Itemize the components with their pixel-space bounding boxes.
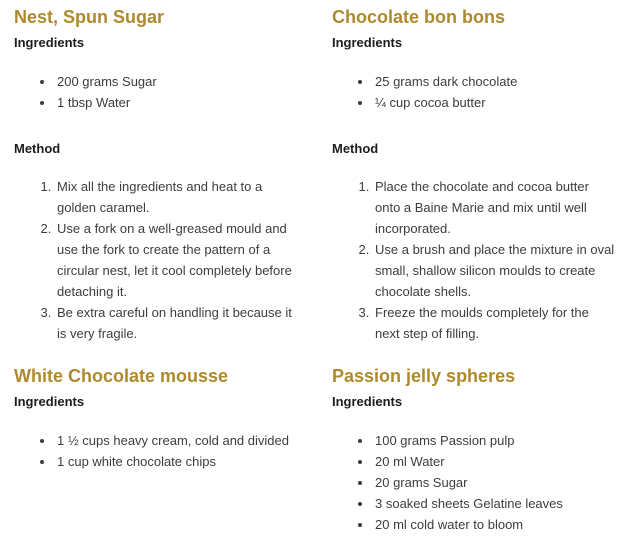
method-step: 3. Freeze the moulds completely for the next step of filling. [373,302,616,344]
ingredient-item: • 25 grams dark chocolate [373,71,616,92]
method-step: 1. Place the chocolate and cocoa butter onto a Baine Marie and mix until well incorporated. [373,176,616,239]
method-step: 1. Mix all the ingredients and heat to a golden caramel. [55,176,298,218]
method-step: 3. Be extra careful on handling it because it is very fragile. [55,302,298,344]
ingredient-item: • 1 tbsp Water [55,92,298,113]
recipe-section [332,365,616,535]
ingredients-list [14,430,298,472]
recipe-section [14,365,298,535]
ingredients-list [332,71,616,113]
ingredient-item: • 1 ½ cups heavy cream, cold and divided [55,430,298,451]
ingredients-list [14,71,298,113]
method-block [332,141,616,344]
method-step: 2. Use a fork on a well-greased mould and use the fork to create the pattern of a circular nest, let it cool completely before detaching it. [55,218,298,302]
method-list [14,176,298,344]
ingredients-heading: Ingredients [332,394,403,409]
ingredients-heading: Ingredients [14,35,85,50]
method-heading: Method [14,141,61,156]
ingredient-item: • 100 grams Passion pulp [373,430,616,451]
recipe-title: White Chocolate mousse [14,366,229,386]
ingredient-item: • 20 ml cold water to bloom [373,514,616,535]
recipe-title: Passion jelly spheres [332,366,516,386]
ingredient-item: • 3 soaked sheets Gelatine leaves [373,493,616,514]
ingredients-heading: Ingredients [14,394,85,409]
ingredient-item: • 20 ml Water [373,451,616,472]
recipe-section [332,6,616,344]
ingredient-item: • ¼ cup cocoa butter [373,92,616,113]
recipe-title: Nest, Spun Sugar [14,7,165,27]
recipe-title: Chocolate bon bons [332,7,505,27]
method-list [332,176,616,344]
ingredients-list [332,430,616,535]
method-block [14,141,298,344]
ingredients-heading: Ingredients [332,35,403,50]
recipe-section [14,6,298,344]
method-step: 2. Use a brush and place the mixture in oval small, shallow silicon moulds to create chocolate shells. [373,239,616,302]
ingredient-item: • 200 grams Sugar [55,71,298,92]
ingredient-item: • 1 cup white chocolate chips [55,451,298,472]
method-heading: Method [332,141,379,156]
ingredient-item: • 20 grams Sugar [373,472,616,493]
